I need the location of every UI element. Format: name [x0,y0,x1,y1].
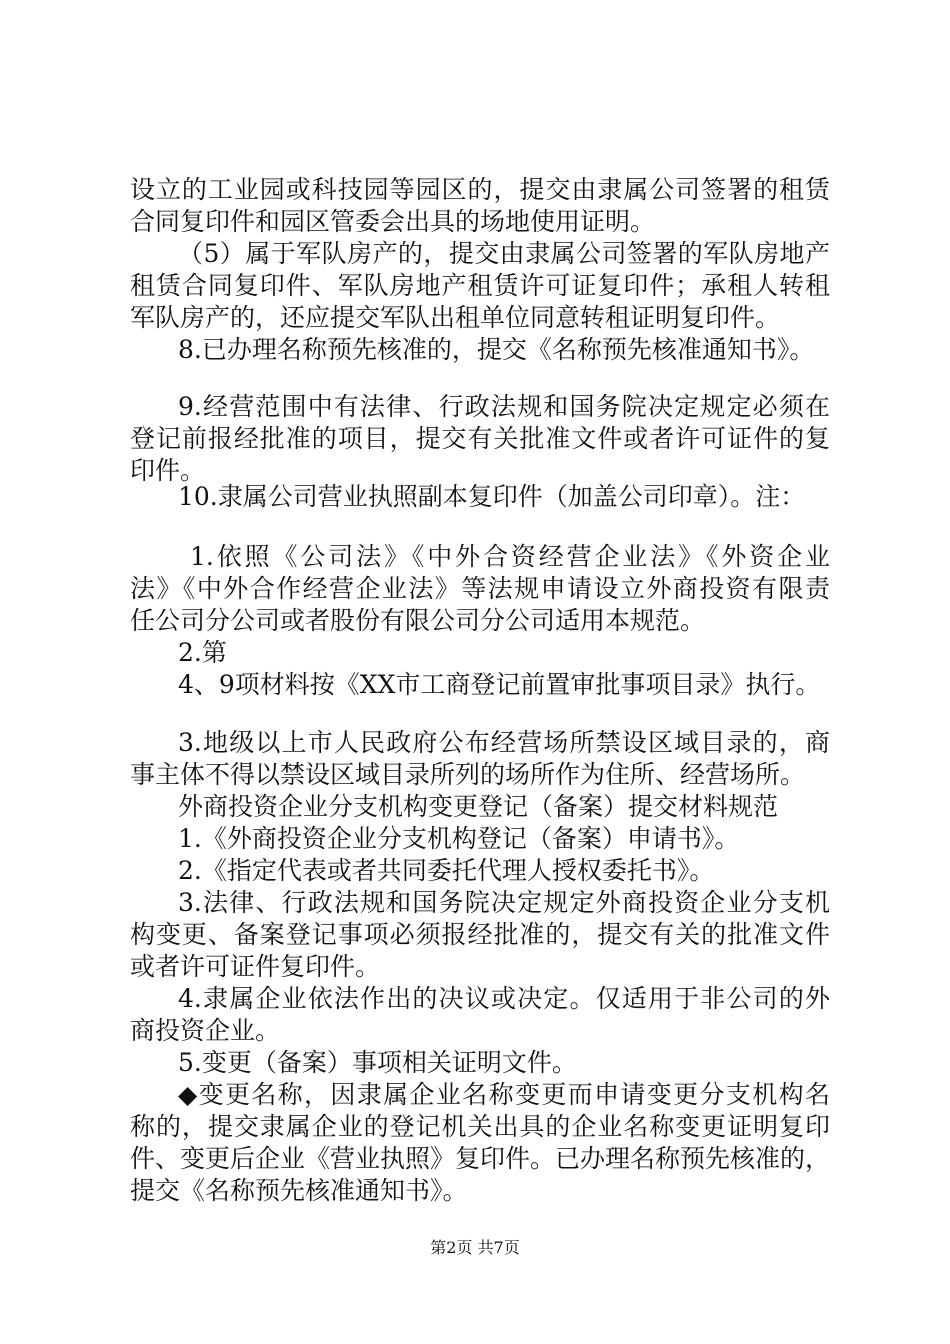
text-line: 商投资企业。 [130,1016,281,1045]
section-heading: 外商投资企业分支机构变更登记（备案）提交材料规范 [178,792,779,821]
text-line: 4.隶属企业依法作出的决议或决定。仅适用于非公司的外 [178,984,830,1013]
text-line: 1.《外商投资企业分支机构登记（备案）申请书》。 [178,824,740,853]
text-line: 1.依照《公司法》《中外合资经营企业法》《外资企业 [190,542,830,571]
text-line: 设立的工业园或科技园等园区的，提交由隶属公司签署的租赁 [130,175,830,204]
text-line: 合同复印件和园区管委会出具的场地使用证明。 [130,207,656,236]
text-line: 事主体不得以禁设区域目录所列的场所作为住所、经营场所。 [130,760,806,789]
text-line: 法》《中外合作经营企业法》等法规申请设立外商投资有限责 [130,574,830,603]
text-line: 4、9项材料按《XX市工商登记前置审批事项目录》执行。 [178,670,821,699]
text-line: 军队房产的，还应提交军队出租单位同意转租证明复印件。 [130,303,781,332]
text-line: 提交《名称预先核准通知书》。 [130,1176,468,1205]
text-line: 3.地级以上市人民政府公布经营场所禁设区域目录的，商 [178,728,830,757]
text-line: 2.第 [178,638,227,667]
text-line: 9.经营范围中有法律、行政法规和国务院决定规定必须在 [178,392,830,421]
text-line: 5.变更（备案）事项相关证明文件。 [178,1048,577,1077]
text-line: （5）属于军队房产的，提交由隶属公司签署的军队房地产 [178,239,830,268]
text-line: 登记前报经批准的项目，提交有关批准文件或者许可证件的复 [130,424,830,453]
text-line: 或者许可证件复印件。 [130,952,381,981]
text-line: ◆变更名称，因隶属企业名称变更而申请变更分支机构名 [178,1080,830,1109]
text-line: 10.隶属公司营业执照副本复印件（加盖公司印章）。注： [178,482,806,511]
text-line: 3.法律、行政法规和国务院决定规定外商投资企业分支机 [178,888,830,917]
text-line: 2.《指定代表或者共同委托代理人授权委托书》。 [178,856,715,885]
text-line: 构变更、备案登记事项必须报经批准的，提交有关的批准文件 [130,920,830,949]
text-line: 任公司分公司或者股份有限公司分公司适用本规范。 [130,606,706,635]
page-number-footer: 第2页 共7页 [430,1238,520,1257]
text-line: 称的，提交隶属企业的登记机关出具的企业名称变更证明复印 [130,1112,830,1141]
text-line: 件、变更后企业《营业执照》复印件。已办理名称预先核准的， [130,1144,830,1173]
text-line: 8.已办理名称预先核准的，提交《名称预先核准通知书》。 [178,335,815,364]
text-line: 印件。 [130,456,206,485]
text-line: 租赁合同复印件、军队房地产租赁许可证复印件；承租人转租 [130,271,830,300]
